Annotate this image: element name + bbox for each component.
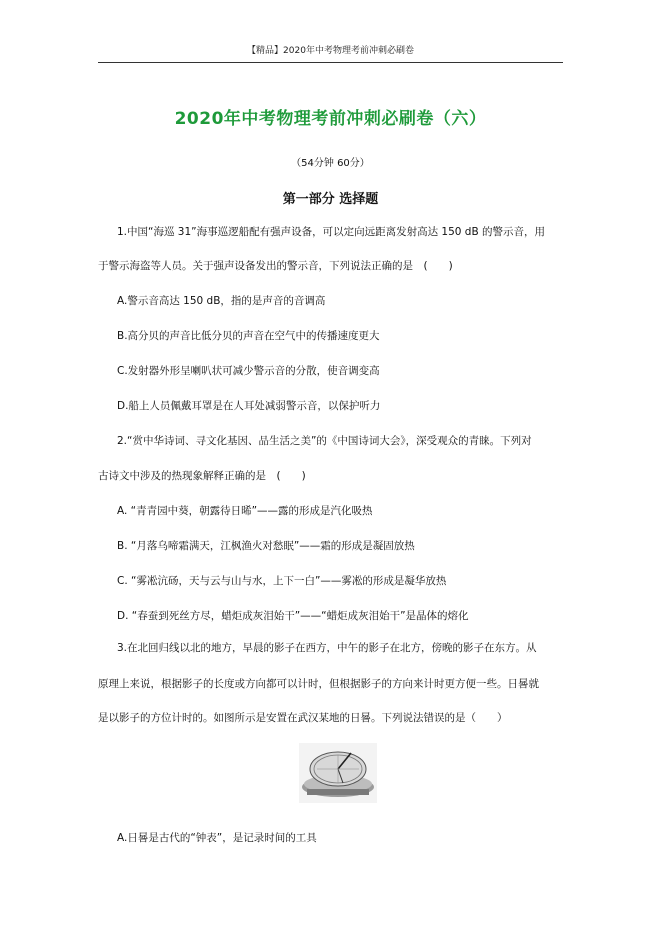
question-1-stem-line-2: 于警示海盗等人员。关于强声设备发出的警示音，下列说法正确的是 ( ) bbox=[98, 260, 453, 272]
question-1-option-a: A.警示音高达 150 dB，指的是声音的音调高 bbox=[117, 295, 326, 307]
question-1-stem-line-1: 1.中国“海巡 31”海事巡逻船配有强声设备，可以定向远距离发射高达 150 dB 的警示音，用 bbox=[117, 226, 546, 238]
question-3-stem-line-2: 原理上来说，根据影子的长度或方向都可以计时，但根据影子的方向来计时更方便一些。日晷就 bbox=[98, 678, 539, 690]
question-1-option-b: B.高分贝的声音比低分贝的声音在空气中的传播速度更大 bbox=[117, 330, 380, 342]
question-2-stem-line-2: 古诗文中涉及的热现象解释正确的是 ( ) bbox=[98, 470, 306, 482]
section-heading: 第一部分 选择题 bbox=[282, 192, 379, 207]
page-header: 【精品】2020年中考物理考前冲刺必刷卷 bbox=[247, 46, 414, 56]
question-2-option-c: C. “雾凇沆砀，天与云与山与水，上下一白”——雾凇的形成是凝华放热 bbox=[117, 575, 447, 587]
question-2-stem-line-1: 2.“赏中华诗词、寻文化基因、品生活之美”的《中国诗词大会》，深受观众的青睐。下列对 bbox=[117, 435, 532, 447]
question-2-option-b: B. “月落乌啼霜满天，江枫渔火对愁眠”——霜的形成是凝固放热 bbox=[117, 540, 415, 552]
question-1-option-c: C.发射器外形呈喇叭状可减少警示音的分散，使音调变高 bbox=[117, 365, 380, 377]
header-divider bbox=[98, 62, 563, 63]
question-3-stem-line-1: 3.在北回归线以北的地方，早晨的影子在西方，中午的影子在北方，傍晚的影子在东方。从 bbox=[117, 642, 537, 654]
sundial-figure bbox=[299, 743, 377, 803]
exam-subtitle: （54分钟 60分） bbox=[291, 158, 370, 169]
question-3-stem-line-3: 是以影子的方位计时的。如图所示是安置在武汉某地的日晷。下列说法错误的是（ ） bbox=[98, 712, 508, 724]
question-2-option-a: A. “青青园中葵，朝露待日晞”——露的形成是汽化吸热 bbox=[117, 505, 373, 517]
question-2-option-d: D. “春蚕到死丝方尽，蜡炬成灰泪始干”——“蜡炬成灰泪始干”是晶体的熔化 bbox=[117, 610, 469, 622]
sundial-illustration bbox=[299, 743, 377, 803]
question-1-option-d: D.船上人员佩戴耳罩是在人耳处减弱警示音，以保护听力 bbox=[117, 400, 381, 412]
exam-title: 2020年中考物理考前冲刺必刷卷（六） bbox=[174, 109, 487, 129]
question-3-option-a: A.日晷是古代的“钟表”，是记录时间的工具 bbox=[117, 832, 317, 844]
